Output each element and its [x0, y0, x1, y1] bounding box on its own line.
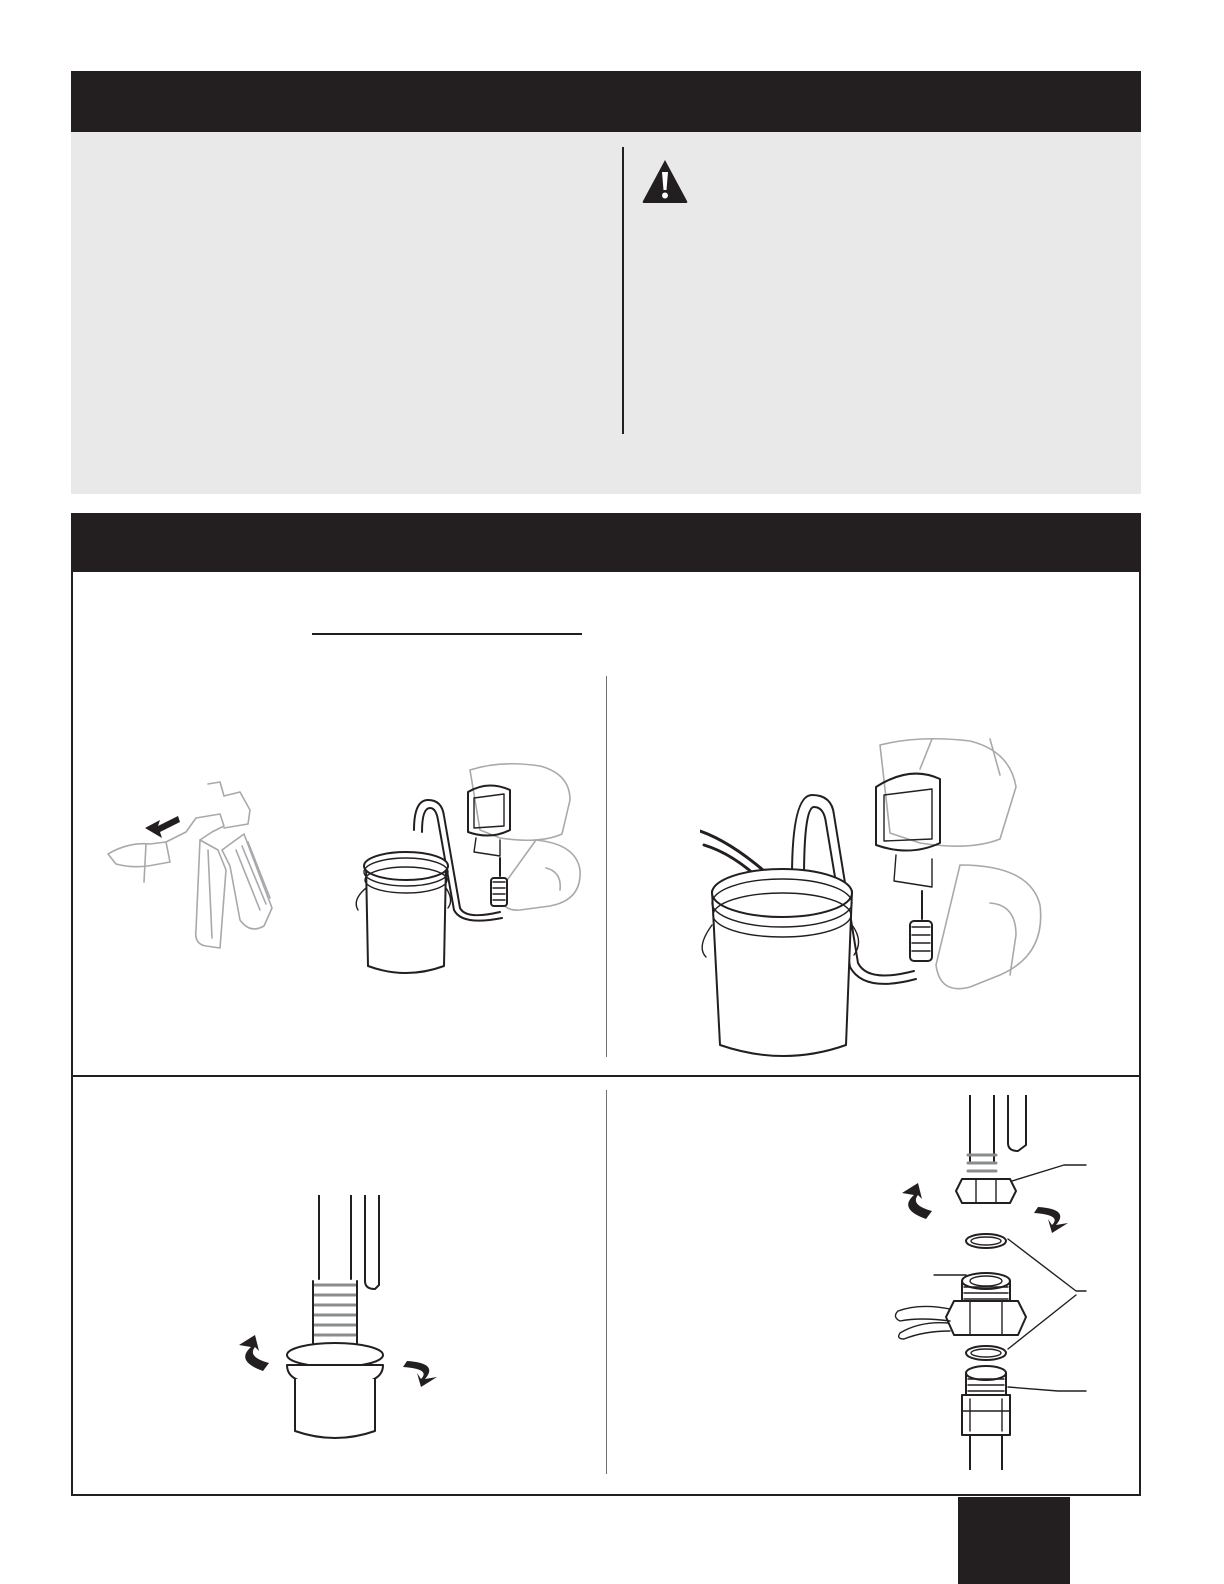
row-separator — [71, 1075, 1141, 1077]
spray-gun-illustration — [100, 770, 290, 960]
top-section-header-bar — [71, 71, 1141, 132]
rotate-clockwise-arrow-icon — [403, 1361, 437, 1387]
lower-row-divider — [606, 1090, 607, 1474]
rotate-counterclockwise-arrow-icon — [239, 1335, 269, 1371]
underline-rule — [312, 633, 582, 635]
bucket-sprayer-small-illustration — [350, 760, 585, 980]
bucket-sprayer-large-illustration — [700, 735, 1050, 1060]
inlet-filter-removal-illustration — [225, 1195, 455, 1445]
upper-row-divider — [606, 676, 607, 1057]
hose-fitting-exploded-illustration — [890, 1095, 1090, 1470]
rotate-clockwise-arrow-icon — [1034, 1207, 1068, 1233]
page-number-tab — [958, 1497, 1070, 1584]
bottom-section-header-bar — [71, 513, 1141, 572]
top-panel-column-divider — [622, 147, 624, 434]
rotate-counterclockwise-arrow-icon — [902, 1183, 932, 1219]
warning-icon — [640, 157, 690, 205]
pull-direction-arrow-icon — [145, 816, 180, 838]
top-info-panel — [71, 132, 1141, 494]
